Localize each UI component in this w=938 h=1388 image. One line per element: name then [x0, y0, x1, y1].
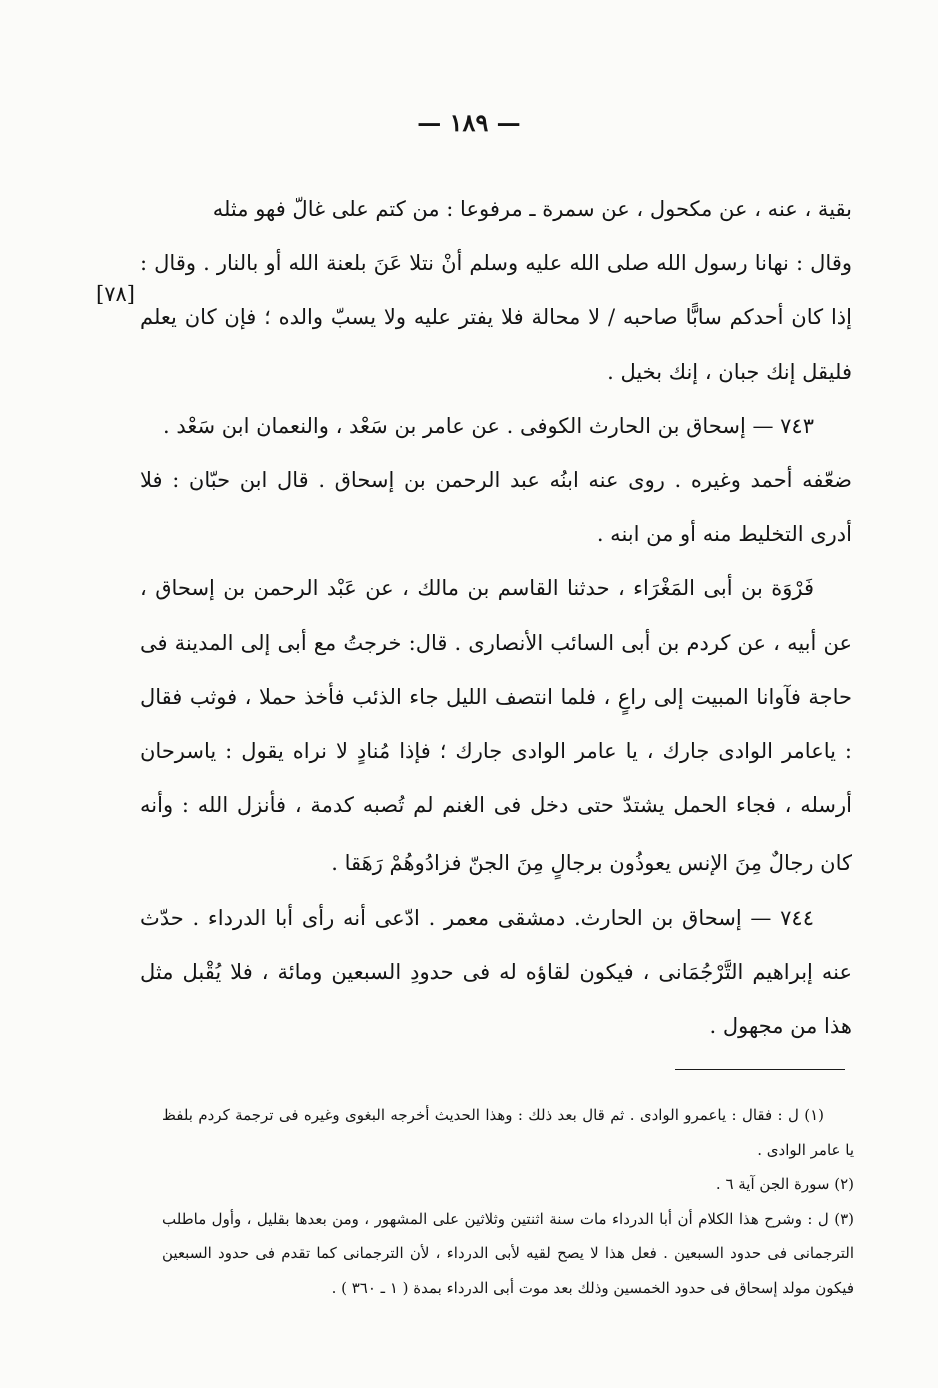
margin-reference: [٧٨] — [96, 282, 135, 306]
paragraph-1: بقية ، عنه ، عن مكحول ، عن سمرة ـ مرفوعا : من كتم على غالّ فهو مثله — [212, 197, 852, 221]
narration-text-1: فَرْوَة بن أبى المَغْرَاء ، حدثنا القاسم بن مالك ، عن عَبْد الرحمن بن إسحاق ، عن أبيه ، عن كردم بن أبى السائب الأنصارى . قال: خرجتُ مع أبى إلى المدينة فى حاجة فآوانا المبيت إلى راعٍ ، فلما انتصف الليل جاء الذئب فأخذ حملا ، فوثب فقال : ياعامر الوادى جارك ، يا عامر الوادى جارك ؛ فإذا مُنادٍ لا نراه يقول : ياسرحان أرسله ، فجاء الحمل يشتدّ حتى دخل فى الغنم لم تُصبه كدمة ، فأنزل الله : وأنه كان رجالٌ مِنَ الإنس يعوذُون برجالٍ مِنَ الجنّ فزادُوهُمْ رَهَقا . — [140, 576, 852, 876]
footnote-3: (٣) ل : وشرح هذا الكلام أن أبا الدرداء مات سنة اثنتين وثلاثين على المشهور ، ومن بعدها بقليل ، وأول ماطلب الترجمانى فى حدود السبعين . فعل هذا لا يصح لقيه لأبى الدرداء ، لأن الترجمانى كما تقدم فى حدود السبعين فيكون مولد إسحاق فى حدود الخمسين وذلك بعد موت أبى الدرداء بمدة ( ١ ـ ٣٦٠ ) . — [162, 1209, 854, 1297]
footnotes — [162, 1098, 854, 1305]
entry-743-narration — [140, 561, 852, 890]
footnote-divider — [675, 1069, 845, 1070]
footnote-1: (١) ل : فقال : ياعمرو الوادى . ثم قال بعد ذلك : وهذا الحديث أخرجه البغوى وغيره فى ترجمة كردم بلفظ يا عامر الوادى . — [162, 1106, 854, 1159]
footnote-2: (٢) سورة الجن آية ٦ . — [715, 1175, 854, 1193]
main-text — [140, 182, 852, 1053]
entry-743-heading: ٧٤٣ — إسحاق بن الحارث الكوفى . عن عامر بن سَعْد ، والنعمان ابن سَعْد . — [162, 413, 814, 438]
entry-744: ٧٤٤ — إسحاق بن الحارث. دمشقى معمر . ادّعى أنه رأى أبا الدرداء . حدّث عنه إبراهيم التَّرْجُمَانى ، فيكون لقاؤه له فى حدودِ السبعين ومائة ، فلا يُقْبل مثل هذا من مجهول . — [140, 905, 852, 1039]
page-number: — ١٨٩ — — [417, 108, 521, 137]
entry-743-body: ضعّفه أحمد وغيره . روى عنه ابنُه عبد الرحمن بن إسحاق . قال ابن حبّان : فلا أدرى التخليط منه أو من ابنه . — [140, 468, 852, 547]
paragraph-2: وقال : نهانا رسول الله صلى الله عليه وسلم أنْ نتلا عَنَ بلعنة الله أو بالنار . وقال : إذا كان أحدكم سابًّا صاحبه / لا محالة فلا يفتر عليه ولا يسبّ والده ؛ فإن كان يعلم فليقل إنك جبان ، إنك بخيل . — [140, 251, 852, 384]
